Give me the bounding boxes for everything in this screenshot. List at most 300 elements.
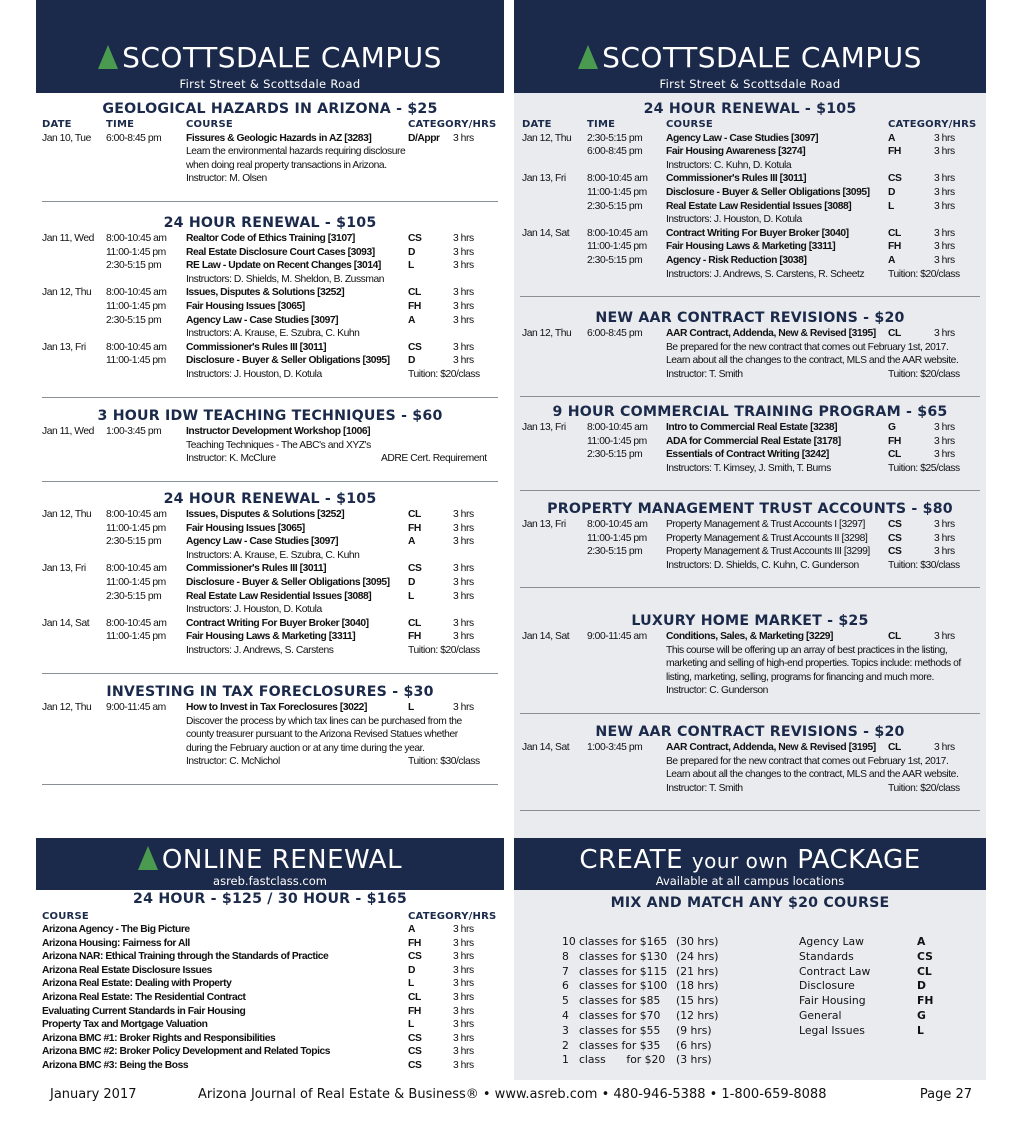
course-title: Teaching Techniques - The ABC's and XYZ's — [186, 439, 371, 451]
online-title: ONLINE RENEWAL — [161, 845, 403, 875]
package-hours: (9 hrs) — [676, 1023, 712, 1037]
course-time: 11:00-1:45 pm — [106, 355, 166, 367]
package-title — [514, 844, 986, 877]
online-course-hours: 3 hrs — [453, 951, 474, 963]
course-title: COURSE — [186, 119, 233, 130]
section-divider — [42, 397, 498, 398]
course-category: A — [888, 255, 895, 266]
course-row — [36, 644, 504, 658]
course-row — [36, 145, 504, 159]
course-hours: 3 hrs — [934, 422, 955, 433]
course-category: Tuition: $30/class — [408, 756, 480, 768]
course-row — [36, 562, 504, 576]
course-section — [514, 612, 986, 697]
course-title: Commissioner's Rules III [3011] — [186, 341, 327, 353]
course-category: CATEGORY/HRS — [408, 119, 497, 130]
online-renewal-banner — [36, 838, 504, 890]
online-course-category: D — [408, 964, 415, 976]
course-hours: 3 hrs — [453, 702, 474, 713]
course-time: 1:00-3:45 pm — [587, 742, 643, 753]
course-hours: 3 hrs — [934, 227, 955, 239]
course-hours: 3 hrs — [453, 301, 474, 312]
package-price-row — [562, 994, 752, 1009]
course-title: Agency Law - Case Studies [3097] — [666, 132, 819, 144]
course-time: 11:00-1:45 pm — [587, 532, 647, 544]
course-row — [514, 254, 986, 268]
course-title: How to Invest in Tax Foreclosures [3022] — [186, 702, 367, 713]
online-url: asreb.fastclass.com — [213, 874, 327, 888]
course-date: Jan 13, Fri — [522, 173, 566, 185]
course-category: CS — [408, 563, 422, 575]
course-title: when doing real property transactions in Arizona. — [186, 159, 387, 171]
package-category-name: Contract Law — [799, 964, 871, 978]
course-title: Issues, Disputes & Solutions [3252] — [186, 509, 345, 520]
course-row — [36, 425, 504, 439]
course-hours: 3 hrs — [934, 241, 955, 253]
package-price: class for $20 — [579, 1053, 666, 1067]
course-time: 11:00-1:45 pm — [587, 241, 647, 253]
package-price-row — [562, 1053, 752, 1068]
course-title: Instructors: D. Shields, C. Kuhn, C. Gunderson — [666, 559, 859, 571]
tree-logo-icon — [138, 846, 158, 870]
course-category: CS — [408, 233, 422, 244]
course-time: 11:00-1:45 pm — [106, 631, 166, 643]
course-row — [514, 559, 986, 573]
course-row — [514, 741, 986, 755]
course-title: Fissures & Geologic Hazards in AZ [3283] — [186, 132, 372, 144]
course-category: L — [408, 590, 414, 602]
course-row — [36, 715, 504, 729]
course-category: FH — [888, 435, 901, 447]
course-category: G — [888, 422, 896, 433]
course-time: 2:30-5:15 pm — [587, 449, 643, 461]
course-category: FH — [888, 241, 901, 253]
course-time: 1:00-3:45 pm — [106, 426, 162, 437]
course-time: 11:00-1:45 pm — [106, 577, 166, 588]
course-title: Instructor: M. Olsen — [186, 173, 267, 185]
course-title: Instructors: J. Andrews, S. Carstens — [186, 645, 334, 656]
section-heading: PROPERTY MANAGEMENT TRUST ACCOUNTS - $80 — [547, 501, 953, 517]
online-course-category: CS — [408, 1060, 422, 1071]
online-course-title: Arizona Agency - The Big Picture — [42, 924, 190, 935]
online-course-title: Arizona Real Estate: The Residential Contract — [42, 992, 246, 1003]
online-course-hours: 3 hrs — [453, 924, 474, 935]
course-category: FH — [888, 146, 901, 158]
online-header-row — [36, 910, 504, 924]
course-row — [514, 213, 986, 227]
course-section — [514, 403, 986, 474]
course-row — [514, 435, 986, 449]
package-hours: (15 hrs) — [676, 994, 719, 1008]
footer-publication: Arizona Journal of Real Estate & Business® • www.asreb.com • 480-946-5388 • 1-800-659-8088 — [198, 1087, 827, 1102]
tree-logo-icon — [98, 45, 118, 69]
course-title: Contract Writing For Buyer Broker [3040] — [666, 227, 849, 239]
course-category: A — [408, 536, 415, 548]
course-title: Instructors: C. Kuhn, D. Kotula — [666, 159, 792, 171]
course-title: Fair Housing Awareness [3274] — [666, 146, 806, 158]
course-section — [514, 309, 986, 380]
package-category-name: Disclosure — [799, 979, 855, 993]
course-title: Discover the process by which tax lines can be purchased from the — [186, 715, 462, 727]
course-title: Be prepared for the new contract that comes out February 1st, 2017. — [666, 755, 949, 767]
section-heading: 9 HOUR COMMERCIAL TRAINING PROGRAM - $65 — [552, 404, 948, 420]
course-hours: 3 hrs — [453, 260, 474, 272]
tree-logo-icon — [578, 45, 598, 69]
course-hours: 3 hrs — [934, 742, 955, 753]
course-category: CATEGORY/HRS — [888, 119, 977, 130]
package-category-name: Standards — [799, 949, 854, 963]
package-price-row — [562, 979, 752, 994]
package-price: classes for $35 — [579, 1038, 661, 1052]
section-heading: LUXURY HOME MARKET - $25 — [631, 613, 869, 629]
course-category: CL — [888, 631, 901, 642]
course-hours: 3 hrs — [934, 132, 955, 144]
package-section — [514, 894, 986, 912]
course-row — [36, 522, 504, 536]
package-price: classes for $70 — [579, 1009, 661, 1022]
course-title: Disclosure - Buyer & Seller Obligations [3095] — [186, 577, 390, 588]
course-time: 2:30-5:15 pm — [587, 132, 643, 144]
online-course-row — [36, 977, 504, 991]
package-price-row — [562, 935, 752, 950]
course-title: Instructor: T. Smith — [666, 782, 743, 794]
course-row — [514, 341, 986, 355]
course-hours: 3 hrs — [453, 577, 474, 588]
package-category-row — [799, 965, 949, 980]
course-title: Instructors: T. Kimsey, J. Smith, T. Burns — [666, 462, 831, 474]
course-row — [36, 535, 504, 549]
course-hours: 3 hrs — [934, 519, 955, 530]
online-course-hours: 3 hrs — [453, 978, 474, 990]
course-hours: 3 hrs — [934, 328, 955, 339]
course-row — [514, 240, 986, 254]
package-price: classes for $55 — [579, 1023, 661, 1037]
course-title: Instructors: D. Shields, M. Sheldon, B. Zussman — [186, 273, 385, 285]
course-hours: 3 hrs — [453, 246, 474, 258]
section-heading: NEW AAR CONTRACT REVISIONS - $20 — [595, 724, 905, 740]
online-section — [36, 890, 504, 1071]
course-title: Instructor Development Workshop [1006] — [186, 426, 371, 437]
course-title: during the February auction or at any time during the year. — [186, 742, 425, 754]
course-row — [36, 576, 504, 590]
section-divider — [42, 673, 498, 674]
online-course-category: FH — [408, 937, 421, 949]
course-category: Tuition: $20/class — [888, 782, 960, 794]
package-category-row — [799, 994, 949, 1009]
online-course-title: Arizona BMC #3: Being the Boss — [42, 1060, 189, 1071]
package-class-count: 2 — [562, 1038, 569, 1052]
course-category: L — [408, 702, 414, 713]
online-course-row — [36, 1005, 504, 1019]
package-hours: (3 hrs) — [676, 1053, 712, 1067]
left-column — [36, 0, 504, 1071]
course-row — [36, 452, 504, 466]
course-title: Property Management & Trust Accounts I [3297] — [666, 519, 865, 530]
package-price: classes for $85 — [579, 994, 661, 1008]
course-category: Tuition: $20/class — [888, 268, 960, 280]
course-title: Instructor: K. McClure — [186, 453, 276, 465]
course-date: Jan 10, Tue — [42, 132, 91, 144]
course-row — [36, 439, 504, 453]
course-row — [36, 341, 504, 355]
online-course-row — [36, 1032, 504, 1046]
course-title: Learn the environmental hazards requiring disclosure — [186, 146, 406, 158]
course-row — [514, 186, 986, 200]
course-category: A — [408, 314, 415, 326]
course-category: ADRE Cert. Requirement — [381, 453, 487, 465]
course-row — [514, 545, 986, 559]
online-course-hours: 3 hrs — [453, 1032, 474, 1044]
course-hours: 3 hrs — [453, 590, 474, 602]
course-time: 2:30-5:15 pm — [106, 314, 162, 326]
course-date: Jan 11, Wed — [42, 233, 94, 244]
banner-title: SCOTTSDALE CAMPUS — [602, 41, 922, 74]
package-price-row — [562, 965, 752, 980]
course-time: 2:30-5:15 pm — [106, 536, 162, 548]
package-price-row — [562, 1024, 752, 1039]
course-hours: 3 hrs — [453, 132, 474, 144]
section-heading: GEOLOGICAL HAZARDS IN ARIZONA - $25 — [102, 101, 438, 117]
section-heading: 24 HOUR RENEWAL - $105 — [163, 215, 377, 231]
section-heading: NEW AAR CONTRACT REVISIONS - $20 — [595, 310, 905, 326]
course-time: 8:00-10:45 am — [106, 341, 167, 353]
package-class-count: 10 — [562, 935, 576, 948]
course-title: Fair Housing Laws & Marketing [3311] — [186, 631, 356, 643]
package-category-code: D — [917, 979, 926, 993]
course-date: Jan 12, Thu — [42, 287, 92, 299]
package-category-code: G — [917, 1009, 926, 1022]
course-category: CL — [888, 227, 901, 239]
course-category: Tuition: $20/class — [408, 369, 480, 380]
scottsdale-banner-right — [514, 0, 986, 93]
course-row — [36, 327, 504, 341]
course-time: 8:00-10:45 am — [106, 233, 167, 244]
online-course-row — [36, 991, 504, 1005]
course-category: A — [888, 132, 895, 144]
course-time: 8:00-10:45 am — [587, 422, 648, 433]
course-row — [36, 508, 504, 522]
course-section — [514, 723, 986, 794]
course-category: CL — [888, 742, 901, 753]
course-title: Fair Housing Issues [3065] — [186, 522, 305, 534]
package-subtitle: Available at all campus locations — [655, 874, 845, 888]
course-time: 6:00-8:45 pm — [106, 132, 162, 144]
course-time: 11:00-1:45 pm — [106, 522, 166, 534]
course-date: Jan 12, Thu — [42, 702, 92, 713]
course-time: TIME — [106, 119, 135, 130]
course-hours: 3 hrs — [934, 532, 955, 544]
course-time: 11:00-1:45 pm — [587, 435, 647, 447]
course-category: L — [888, 200, 894, 212]
package-category-name: General — [799, 1009, 842, 1022]
course-title: ADA for Commercial Real Estate [3178] — [666, 435, 841, 447]
course-hours: 3 hrs — [934, 200, 955, 212]
online-course-row — [36, 1018, 504, 1032]
package-hours: (24 hrs) — [676, 949, 719, 963]
online-category-header: CATEGORY/HRS — [408, 911, 497, 922]
course-title: Disclosure - Buyer & Seller Obligations [3095] — [186, 355, 390, 367]
course-section — [36, 407, 504, 465]
course-section — [514, 500, 986, 571]
course-hours: 3 hrs — [934, 546, 955, 558]
banner-subtitle: First Street & Scottsdale Road — [179, 77, 361, 91]
course-title: Instructors: J. Houston, D. Kotula — [186, 369, 322, 380]
course-row — [36, 232, 504, 246]
section-divider — [520, 587, 980, 588]
course-time: 8:00-10:45 am — [106, 509, 167, 520]
course-title: Essentials of Contract Writing [3242] — [666, 449, 829, 461]
course-category: CL — [408, 287, 421, 299]
course-hours: 3 hrs — [934, 435, 955, 447]
course-time: 8:00-10:45 am — [106, 287, 167, 299]
course-title: This course will be offering up an array of best practices in the listing, — [666, 644, 948, 656]
course-title: Contract Writing For Buyer Broker [3040] — [186, 617, 369, 629]
course-row — [36, 314, 504, 328]
course-category: CS — [888, 173, 902, 185]
course-title: marketing and selling of high-end properties. Topics include: methods of — [666, 658, 961, 670]
package-category-code: L — [917, 1023, 924, 1037]
course-row — [514, 448, 986, 462]
course-category: Tuition: $30/class — [888, 559, 960, 571]
course-time: TIME — [587, 119, 616, 130]
online-course-hours: 3 hrs — [453, 1019, 474, 1031]
online-course-category: CS — [408, 1032, 422, 1044]
course-date: Jan 12, Thu — [522, 132, 572, 144]
section-divider — [520, 296, 980, 297]
course-row — [36, 630, 504, 644]
course-category: FH — [408, 301, 421, 312]
course-hours: 3 hrs — [453, 631, 474, 643]
online-course-category: L — [408, 978, 414, 990]
package-hours: (12 hrs) — [676, 1009, 719, 1022]
course-title: Conditions, Sales, & Marketing [3229] — [666, 631, 834, 642]
course-title: Commissioner's Rules III [3011] — [186, 563, 327, 575]
course-time: 11:00-1:45 pm — [106, 301, 166, 312]
section-divider — [520, 713, 980, 714]
course-section — [36, 100, 504, 185]
course-title: Intro to Commercial Real Estate [3238] — [666, 422, 838, 433]
course-hours: 3 hrs — [453, 536, 474, 548]
package-category-row — [799, 1009, 949, 1024]
package-category-row — [799, 935, 949, 950]
course-category: CS — [408, 341, 422, 353]
package-price: classes for $115 — [579, 964, 668, 978]
section-divider — [520, 490, 980, 491]
course-date: Jan 14, Sat — [522, 227, 570, 239]
course-title: RE Law - Update on Recent Changes [3014] — [186, 260, 381, 272]
course-category: D — [408, 355, 415, 367]
course-title: Instructors: J. Houston, D. Kotula — [186, 604, 322, 616]
course-category: Tuition: $25/class — [888, 462, 960, 474]
course-date: DATE — [42, 119, 72, 130]
online-course-category: L — [408, 1019, 414, 1031]
course-title: Fair Housing Issues [3065] — [186, 301, 305, 312]
course-row — [36, 701, 504, 715]
course-title: Commissioner's Rules III [3011] — [666, 173, 807, 185]
course-row — [36, 549, 504, 563]
package-category-row — [799, 1024, 949, 1039]
package-category-code: A — [917, 935, 926, 948]
package-price: classes for $165 — [579, 935, 668, 948]
course-time: 6:00-8:45 pm — [587, 146, 643, 158]
course-title: Agency - Risk Reduction [3038] — [666, 255, 807, 266]
package-category-name: Fair Housing — [799, 994, 866, 1008]
course-title: Property Management & Trust Accounts III [3299] — [666, 546, 870, 558]
course-section — [514, 100, 986, 280]
online-course-row — [36, 950, 504, 964]
course-hours: 3 hrs — [453, 563, 474, 575]
package-hours: (18 hrs) — [676, 979, 719, 993]
right-column — [514, 0, 986, 1080]
course-row — [514, 532, 986, 546]
section-divider — [42, 201, 498, 202]
online-course-hours: 3 hrs — [453, 937, 474, 949]
course-time: 2:30-5:15 pm — [587, 546, 643, 558]
package-price-row — [562, 1009, 752, 1024]
course-date: DATE — [522, 119, 552, 130]
course-date: Jan 13, Fri — [522, 422, 566, 433]
online-course-hours: 3 hrs — [453, 1060, 474, 1071]
course-title: AAR Contract, Addenda, New & Revised [3195] — [666, 742, 876, 753]
package-price-row — [562, 950, 752, 965]
online-course-title: Arizona BMC #1: Broker Rights and Responsibilities — [42, 1032, 276, 1044]
package-price: classes for $100 — [579, 979, 668, 993]
online-course-header: COURSE — [42, 911, 89, 922]
footer-page-number: Page 27 — [919, 1087, 972, 1102]
course-hours: 3 hrs — [934, 187, 955, 198]
course-title: listing, marketing, selling, programs for financing and much more. — [666, 671, 934, 683]
package-category-name: Agency Law — [799, 935, 864, 948]
package-hours: (6 hrs) — [676, 1038, 712, 1052]
course-row — [36, 259, 504, 273]
column-header-row — [36, 118, 504, 132]
package-heading: MIX AND MATCH ANY $20 COURSE — [610, 895, 890, 911]
course-row — [36, 603, 504, 617]
course-title: Realtor Code of Ethics Training [3107] — [186, 233, 355, 244]
course-title: Real Estate Law Residential Issues [3088] — [186, 590, 372, 602]
course-hours: 3 hrs — [934, 255, 955, 266]
course-title: Instructors: A. Krause, E. Szubra, C. Kuhn — [186, 549, 360, 561]
course-time: 11:00-1:45 pm — [106, 246, 166, 258]
course-row — [514, 684, 986, 698]
online-course-title: Property Tax and Mortgage Valuation — [42, 1019, 208, 1031]
course-time: 2:30-5:15 pm — [106, 260, 162, 272]
package-class-count: 5 — [562, 994, 569, 1008]
online-course-category: FH — [408, 1005, 421, 1017]
course-title: Issues, Disputes & Solutions [3252] — [186, 287, 345, 299]
package-price: classes for $130 — [579, 949, 668, 963]
course-date: Jan 14, Sat — [522, 631, 570, 642]
course-title: Agency Law - Case Studies [3097] — [186, 536, 339, 548]
course-title: Instructors: J. Andrews, S. Carstens, R. Scheetz — [666, 268, 865, 280]
course-row — [36, 273, 504, 287]
section-heading: 3 HOUR IDW TEACHING TECHNIQUES - $60 — [97, 408, 443, 424]
online-course-title: Arizona Real Estate Disclosure Issues — [42, 964, 212, 976]
course-row — [36, 132, 504, 146]
online-course-category: CL — [408, 992, 421, 1003]
course-row — [514, 518, 986, 532]
course-row — [514, 200, 986, 214]
course-title: Instructors: A. Krause, E. Szubra, C. Kuhn — [186, 328, 360, 340]
banner-title: SCOTTSDALE CAMPUS — [122, 41, 442, 74]
course-title: Agency Law - Case Studies [3097] — [186, 314, 339, 326]
package-category-code: FH — [917, 994, 934, 1008]
course-hours: 3 hrs — [934, 146, 955, 158]
course-row — [514, 172, 986, 186]
course-row — [514, 368, 986, 382]
course-hours: 3 hrs — [453, 355, 474, 367]
online-course-hours: 3 hrs — [453, 1005, 474, 1017]
